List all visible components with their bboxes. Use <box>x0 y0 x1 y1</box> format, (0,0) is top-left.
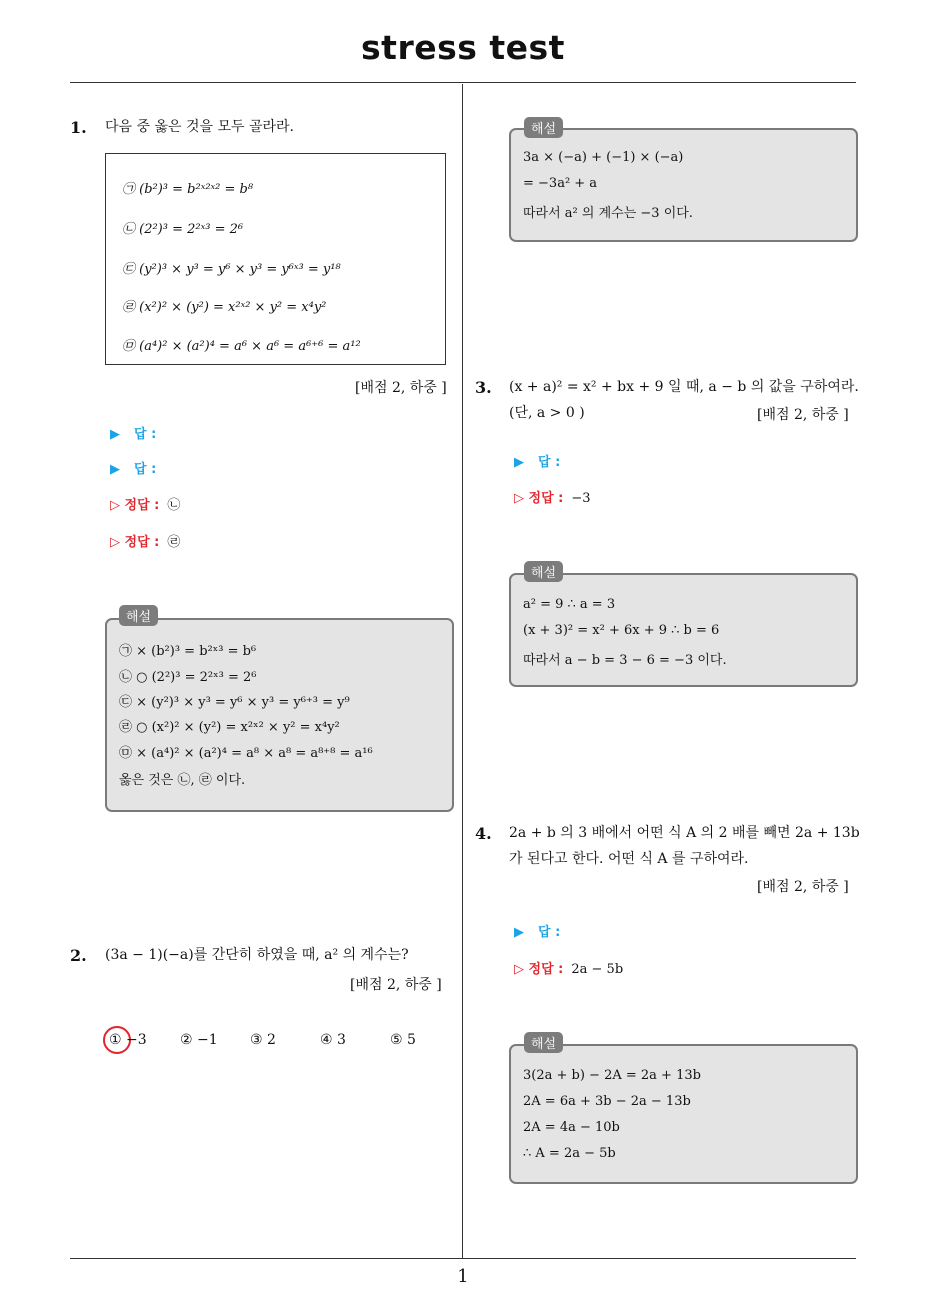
q4-number: 4. <box>475 824 492 843</box>
q4-text: 2a + b 의 3 배에서 어떤 식 A 의 2 배를 빼면 2a + 13b <box>509 825 860 841</box>
explanation-line: 2A = 6a + 3b − 2a − 13b <box>523 1094 691 1109</box>
explanation-line: ㉡ ○ (2²)³ = 2²ˣ³ = 2⁶ <box>119 670 257 685</box>
correct-value: 2a − 5b <box>571 962 624 977</box>
q2-option-5[interactable]: ⑤ 5 <box>390 1032 416 1048</box>
correct-value: −3 <box>571 491 591 506</box>
play-outline-icon: ▷ <box>514 962 529 977</box>
play-outline-icon: ▷ <box>110 498 125 513</box>
explanation-line: = −3a² + a <box>523 176 598 191</box>
bottom-divider <box>70 1258 856 1259</box>
q3-answer-row <box>514 451 560 470</box>
answer-label: 답 : <box>538 925 561 940</box>
q1-explanation-box <box>105 618 454 812</box>
correct-label: 정답 : <box>124 535 160 550</box>
q3-number: 3. <box>475 378 492 397</box>
q2-option-3[interactable]: ③ 2 <box>250 1032 276 1048</box>
q3-text-condition: (단, a > 0 ) <box>509 405 585 421</box>
play-icon: ▶ <box>110 427 120 442</box>
answer-label: 답 : <box>538 455 561 470</box>
q2-number: 2. <box>70 946 87 965</box>
q1-answer-row <box>110 423 156 442</box>
q3-explanation-tag: 해설 <box>524 561 563 582</box>
correct-label: 정답 : <box>528 491 564 506</box>
q1-choice: ㉣ (x²)² × (y²) = x²ˣ² × y² = x⁴y² <box>122 300 327 315</box>
explanation-line: 3(2a + b) − 2A = 2a + 13b <box>523 1068 701 1083</box>
q1-correct-row <box>110 494 180 513</box>
play-icon: ▶ <box>514 455 524 470</box>
play-outline-icon: ▷ <box>110 535 125 550</box>
q2-explanation-box <box>509 128 858 242</box>
top-divider <box>70 82 856 83</box>
q4-text-cont: 가 된다고 한다. 어떤 식 A 를 구하여라. <box>509 851 749 867</box>
q2-explanation-tag: 해설 <box>524 117 563 138</box>
q3-text: (x + a)² = x² + bx + 9 일 때, a − b 의 값을 구하여라. <box>509 379 859 395</box>
q1-answer-row <box>110 458 156 477</box>
answer-label: 답 : <box>134 427 157 442</box>
explanation-line: a² = 9 ∴ a = 3 <box>523 597 616 612</box>
correct-value: ㉣ <box>167 535 181 550</box>
q1-choice: ㉤ (a⁴)² × (a²)⁴ = a⁶ × a⁶ = a⁶⁺⁶ = a¹² <box>122 339 361 354</box>
play-icon: ▶ <box>110 462 120 477</box>
q3-meta: [배점 2, 하중 ] <box>757 407 849 423</box>
q2-text: (3a − 1)(−a)를 간단히 하였을 때, a² 의 계수는? <box>105 947 409 963</box>
explanation-line: (x + 3)² = x² + 6x + 9 ∴ b = 6 <box>523 623 720 638</box>
explanation-line: ㉤ × (a⁴)² × (a²)⁴ = a⁸ × a⁸ = a⁸⁺⁸ = a¹⁶ <box>119 746 373 761</box>
explanation-line: 따라서 a − b = 3 − 6 = −3 이다. <box>523 653 727 668</box>
explanation-line: ㉢ × (y²)³ × y³ = y⁶ × y³ = y⁶⁺³ = y⁹ <box>119 695 350 710</box>
q4-correct-row <box>514 958 623 977</box>
q4-explanation-tag: 해설 <box>524 1032 563 1053</box>
q1-meta: [배점 2, 하중 ] <box>355 380 447 396</box>
column-divider <box>462 84 463 1258</box>
q4-explanation-box <box>509 1044 858 1184</box>
correct-value: ㉡ <box>167 498 181 513</box>
q1-choice: ㉠ (b²)³ = b²ˣ²ˣ² = b⁸ <box>122 182 254 197</box>
q3-explanation-box <box>509 573 858 687</box>
q2-meta: [배점 2, 하중 ] <box>350 977 442 993</box>
q2-option-1[interactable]: ① −3 <box>109 1032 147 1048</box>
page-number: 1 <box>457 1266 469 1287</box>
q4-meta: [배점 2, 하중 ] <box>757 879 849 895</box>
q2-option-4[interactable]: ④ 3 <box>320 1032 346 1048</box>
q1-explanation-tag: 해설 <box>119 605 158 626</box>
q1-correct-row <box>110 531 180 550</box>
q1-choice-box <box>105 153 446 365</box>
explanation-line: ㉠ × (b²)³ = b²ˣ³ = b⁶ <box>119 644 257 659</box>
explanation-line: ∴ A = 2a − 5b <box>523 1146 616 1161</box>
q2-option-2[interactable]: ② −1 <box>180 1032 218 1048</box>
q1-choice: ㉡ (2²)³ = 2²ˣ³ = 2⁶ <box>122 222 244 237</box>
explanation-line: 따라서 a² 의 계수는 −3 이다. <box>523 206 693 221</box>
q1-text: 다음 중 옳은 것을 모두 골라라. <box>105 119 294 135</box>
explanation-line: 3a × (−a) + (−1) × (−a) <box>523 150 684 165</box>
explanation-line: ㉣ ○ (x²)² × (y²) = x²ˣ² × y² = x⁴y² <box>119 720 340 735</box>
explanation-line: 2A = 4a − 10b <box>523 1120 620 1135</box>
play-outline-icon: ▷ <box>514 491 529 506</box>
correct-label: 정답 : <box>528 962 564 977</box>
explanation-line: 옳은 것은 ㉡, ㉣ 이다. <box>119 773 246 788</box>
play-icon: ▶ <box>514 925 524 940</box>
q1-number: 1. <box>70 118 87 137</box>
answer-label: 답 : <box>134 462 157 477</box>
q4-answer-row <box>514 921 560 940</box>
correct-label: 정답 : <box>124 498 160 513</box>
page-title: stress test <box>361 28 565 67</box>
q3-correct-row <box>514 487 591 506</box>
q1-choice: ㉢ (y²)³ × y³ = y⁶ × y³ = y⁶ˣ³ = y¹⁸ <box>122 262 341 277</box>
